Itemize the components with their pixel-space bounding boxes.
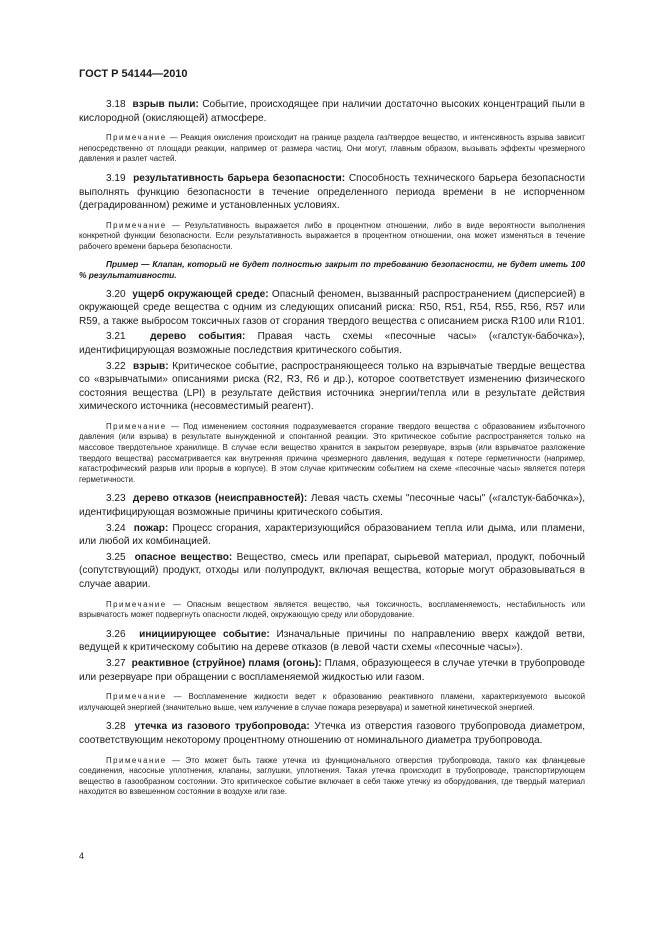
- document-header: ГОСТ Р 54144—2010: [79, 68, 188, 80]
- page-content: [79, 98, 585, 803]
- term-3-21: [79, 330, 585, 357]
- note: [79, 756, 585, 798]
- term-number: 3.25: [106, 551, 126, 563]
- term-name: инициирующее событие:: [139, 628, 270, 640]
- note: [79, 221, 585, 253]
- term-number: 3.27: [106, 657, 126, 669]
- term-definition: Левая часть схемы "песочные часы" («галстук-бабочка»), идентифицирующая возможные причины критического события.: [79, 493, 586, 519]
- term-number: 3.20: [106, 288, 126, 300]
- note-text: — Воспламенение жидкости ведет к образованию реактивного пламени, характеризуемого высокой излучающей энергией (значительно выше, чем излучение в случае пожара резервуара) и заметной кинетической энергией.: [79, 692, 585, 712]
- term-3-19: [79, 172, 585, 213]
- term-name: утечка из газового трубопровода:: [134, 721, 310, 733]
- term-definition: Изначальные причины по направлению вверх каждой ветви, ведущей к критическому событию на дереве отказов (в левой части схемы «песочные часы»).: [79, 628, 586, 654]
- note-text: — Это может быть также утечка из функционального отверстия трубопровода, такого как фланцевые соединения, насосные уплотнения, клапаны, заглушки, уплотнения. Такая утечка происходит в трубопроводе, транспортирующем вещество в газообразном состоянии. Это критическое событие включает в себя также утечку из оборудования, где твердый материал находится во взвешенном состоянии в воздухе или газе.: [79, 755, 585, 797]
- example: Пример — Клапан, который не будет полностью закрыт по требованию безопасности, не будет иметь 100 % результативности.: [79, 258, 585, 280]
- term-name: опасное вещество:: [134, 551, 233, 563]
- term-3-22: [79, 360, 585, 414]
- term-number: 3.28: [106, 721, 126, 733]
- term-definition: Пламя, образующееся в случае утечки в трубопроводе или резервуаре при обращении с воспламеняемой жидкостью или газом.: [79, 657, 585, 683]
- term-definition: Событие, происходящее при наличии достаточно высоких концентраций пыли в кислородной (окисляющей) атмосфере.: [79, 99, 585, 124]
- term-number: 3.23: [106, 493, 126, 505]
- term-definition: Опасный феномен, вызванный распространением (дисперсией) в окружающей среде вещества с одним из следующих описаний риска: R50, R51, R54, R55, R56, R57 или R59, а также выбросом токсичных газов от сгорания твердого вещества с описанием риска R100 или R101.: [79, 288, 585, 327]
- term-name: взрыв пыли:: [132, 99, 199, 110]
- note-label: Примечание: [106, 421, 167, 431]
- note: [79, 692, 585, 713]
- term-name: результативность барьера безопасности:: [133, 172, 346, 184]
- term-name: дерево события:: [150, 331, 246, 343]
- term-number: 3.19: [106, 172, 126, 184]
- note-label: Примечание: [106, 220, 167, 230]
- note-label: Примечание: [106, 755, 167, 765]
- note-text: — Опасным веществом является вещество, чья токсичность, воспламеняемость, нестабильность или взрывчатость может подвергнуть опасности людей, окружающую среду или оборудование.: [79, 599, 585, 620]
- term-number: 3.18: [106, 99, 126, 110]
- term-definition: Утечка из отверстия газового трубопровода диаметром, соответствующим некоторому процентному отношению от номинального диаметра трубопровода.: [79, 721, 585, 746]
- note: [79, 133, 585, 165]
- term-3-27: [79, 657, 585, 684]
- term-3-28: [79, 720, 585, 747]
- term-3-20: [79, 288, 585, 329]
- term-name: взрыв:: [133, 360, 169, 372]
- term-number: 3.22: [106, 360, 126, 372]
- note: [79, 422, 585, 486]
- note-text: — Реакция окисления происходит на границе раздела газ/твердое вещество, и интенсивность взрыва зависит непосредственно от площади реакции, например от размера частиц. Они могут, главным образом, вызывать эффекты чрезмерного давления и разлет частей.: [79, 133, 585, 164]
- term-3-23: [79, 492, 585, 519]
- term-number: 3.21: [106, 331, 126, 343]
- term-number: 3.24: [106, 522, 126, 534]
- term-name: дерево отказов (неисправностей):: [132, 493, 308, 505]
- term-definition: Способность технического барьера безопасности выполнять функцию безопасности в течение определенного периода времени в не испорченном (деградированном) режиме и установленных условиях.: [79, 172, 586, 212]
- term-3-18: [79, 98, 585, 125]
- note: [79, 600, 585, 621]
- term-definition: Вещество, смесь или препарат, сырьевой материал, продукт, побочный (сопутствующий) продукт, отходы или полупродукт, включая вещества, которые могут образовываться в случае аварии.: [79, 551, 585, 590]
- term-number: 3.26: [106, 628, 126, 640]
- term-definition: Правая часть схемы «песочные часы» («галстук-бабочка»), идентифицирующая возможные последствия критического события.: [79, 331, 585, 356]
- term-3-25: [79, 551, 585, 592]
- page-number: 4: [79, 851, 85, 861]
- term-name: реактивное (струйное) пламя (огонь):: [131, 657, 322, 669]
- note-label: Примечание: [106, 692, 167, 702]
- term-3-26: [79, 628, 585, 655]
- note-label: Примечание: [106, 599, 167, 609]
- note-label: Примечание: [106, 133, 167, 143]
- note-text: — Результативность выражается либо в процентном отношении, либо в виде вероятности выполнения конкретной функции безопасности. Если результативность выражается в процентном отношении, она может изменяться в течение рабочего времени барьера безопасности.: [79, 220, 585, 251]
- term-definition: Критическое событие, распространяющееся только на взрывчатые твердые вещества со «взрывчатыми» описаниями риска (R2, R3, R6 и др.), которое соответствует изменению физического состояния вещества (LPI) в результате действия источника энергии/тепла или в результате действия химического источника (несовместимый реагент).: [79, 360, 585, 413]
- term-name: ущерб окружающей среде:: [132, 288, 269, 300]
- term-3-24: [79, 522, 585, 549]
- term-name: пожар:: [133, 522, 169, 534]
- term-definition: Процесс сгорания, характеризующийся образованием тепла или дыма, или пламени, или любой их комбинацией.: [79, 522, 585, 548]
- note-text: — Под изменением состояния подразумевается сгорание твердого вещества с образованием избыточного давления (или взрыва) в результате вынужденной и спонтанной реакции. Это критическое событие распространяется только на массовое твердотельное хранилище. В случае если вещество хранится в закрытом резервуаре, взрыв (или взрывчатое разложение твердого вещества) рассматривается как внутренняя причина чрезмерного давления, ведущая к потере герметичности (например, катастрофический разрыв или прорыв в корпусе). В этом случае критическим событием на схеме «песочные часы» является потеря герметичности.: [79, 421, 585, 484]
